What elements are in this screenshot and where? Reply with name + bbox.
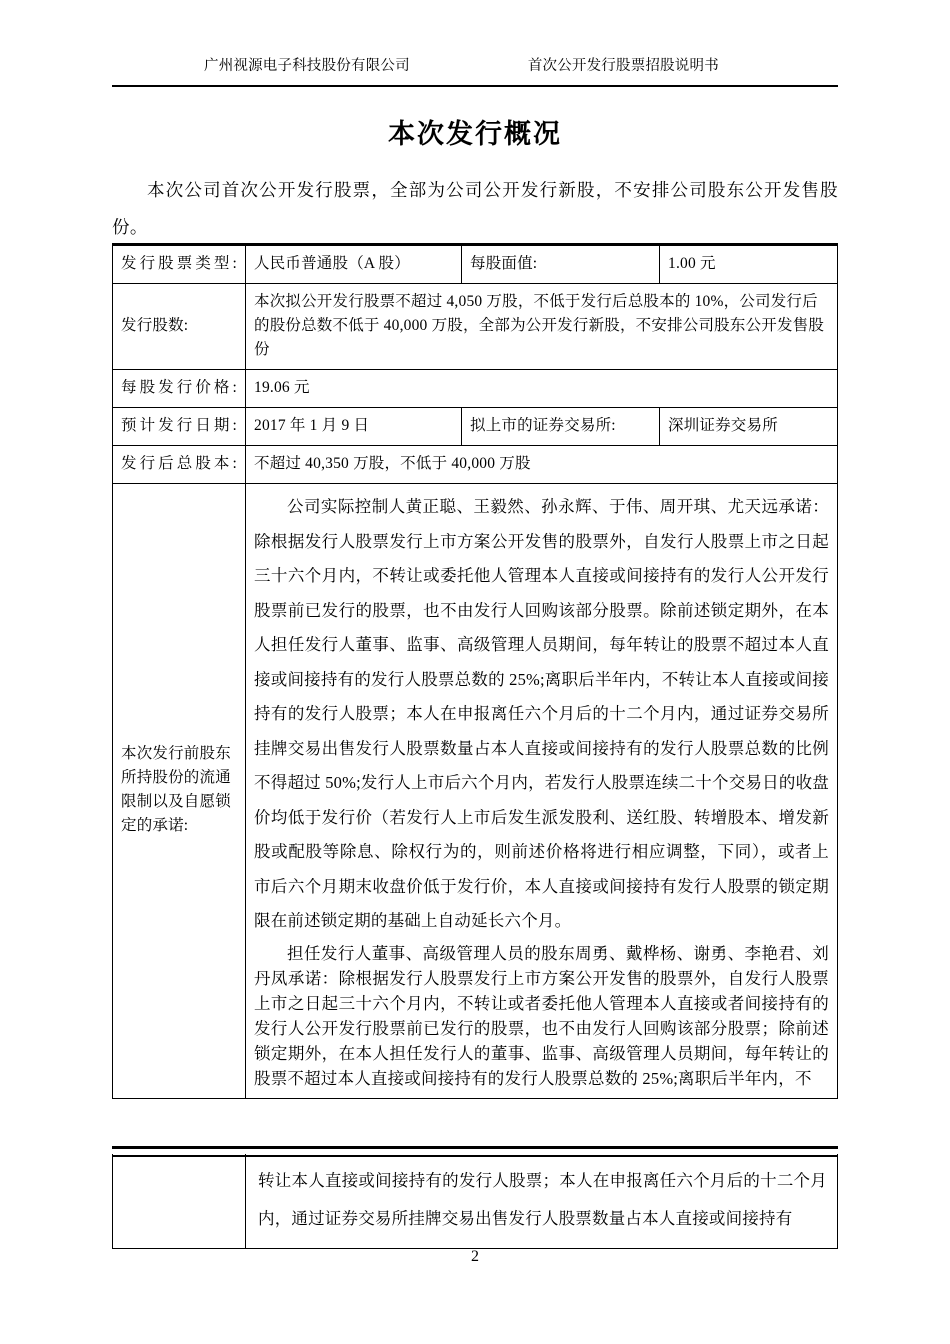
- lockup-paragraph-2: 担任发行人董事、高级管理人员的股东周勇、戴桦杨、谢勇、李艳君、刘丹凤承诺：除根据发行人股票发行上市方案公开发售的股票外，自发行人股票上市之日起三十六个月内，不转让或者委托他人管理本人直接或者间接持有的发行人公开发行股票前已发行的股票，也不由发行人回购该部分股票；除前述锁定期外，在本人担任发行人的董事、监事、高级管理人员期间，每年转让的股票不超过本人直接或间接持有的发行人股票总数的 25%;离职后半年内，不: [254, 943, 829, 1088]
- row-value-exchange: 深圳证券交易所: [660, 408, 838, 446]
- table-row: [113, 446, 838, 484]
- offering-summary-table-continuation: [112, 1154, 838, 1249]
- row-label-total-shares: 发行后总股本:: [113, 446, 246, 484]
- continuation-row-label: [113, 1154, 246, 1249]
- row-label-issue-date: 预计发行日期:: [113, 408, 246, 446]
- row-label-exchange: 拟上市的证券交易所:: [462, 408, 660, 446]
- page-title: 本次发行概况: [388, 119, 562, 149]
- row-value-par-value: 1.00 元: [660, 245, 838, 284]
- running-header: [112, 54, 838, 75]
- continuation-row-text: 转让本人直接或间接持有的发行人股票；本人在申报离任六个月后的十二个月内，通过证券交易所挂牌交易出售发行人股票数量占本人直接或间接持有: [246, 1154, 838, 1249]
- page-number: 2: [471, 1248, 479, 1265]
- table-row: [113, 484, 838, 1099]
- row-label-share-count: 发行股数:: [113, 284, 246, 370]
- row-value-share-type: 人民币普通股（A 股）: [246, 245, 462, 284]
- row-value-total-shares: 不超过 40,350 万股，不低于 40,000 万股: [246, 446, 838, 484]
- row-value-share-count: 本次拟公开发行股票不超过 4,050 万股，不低于发行后总股本的 10%，公司发行后的股份总数不低于 40,000 万股，全部为公开发行新股，不安排公司股东公开发售股份: [246, 284, 838, 370]
- table-row: [113, 1154, 838, 1249]
- row-label-share-type: 发行股票类型:: [113, 245, 246, 284]
- table-row: [113, 408, 838, 446]
- row-value-issue-price: 19.06 元: [246, 370, 838, 408]
- lead-paragraph: 本次公司首次公开发行股票，全部为公司公开发行新股，不安排公司股东公开发售股份。: [112, 180, 838, 237]
- offering-summary-table: [112, 243, 838, 1099]
- table-row: [113, 245, 838, 284]
- header-document-type: 首次公开发行股票招股说明书: [527, 58, 719, 74]
- row-value-issue-date: 2017 年 1 月 9 日: [246, 408, 462, 446]
- header-divider-rule: [112, 85, 838, 87]
- table-row: [113, 370, 838, 408]
- row-value-lockup-commitment: [246, 484, 838, 1099]
- row-label-lockup-commitment: 本次发行前股东所持股份的流通限制以及自愿锁定的承诺:: [113, 484, 246, 1099]
- header-company-name: 广州视源电子科技股份有限公司: [204, 58, 410, 74]
- table-row: [113, 284, 838, 370]
- lockup-paragraph-1: 公司实际控制人黄正聪、王毅然、孙永辉、于伟、周开琪、尤天远承诺：除根据发行人股票发行上市方案公开发售的股票外，自发行人股票上市之日起三十六个月内，不转让或委托他人管理本人直接或间接持有的发行人公开发行股票前已发行的股票，也不由发行人回购该部分股票。除前述锁定期外，在本人担任发行人董事、监事、高级管理人员期间，每年转让的股票不超过本人直接或间接持有的发行人股票总数的 25%;离职后半年内，不转让本人直接或间接持有的发行人股票；本人在申报离任六个月后的十二个月内，通过证券交易所挂牌交易出售发行人股票数量占本人直接或间接持有的发行人股票总数的比例不得超过 50%;发行人上市后六个月内，若发行人股票连续二十个交易日的收盘价均低于发行价（若发行人上市后发生派发股利、送红股、转增股本、增发新股或配股等除息、除权行为的，则前述价格将进行相应调整，下同），或者上市后六个月期末收盘价低于发行价，本人直接或间接持有发行人股票的锁定期限在前述锁定期的基础上自动延长六个月。: [254, 497, 829, 930]
- row-label-issue-price: 每股发行价格:: [113, 370, 246, 408]
- row-label-par-value: 每股面值:: [462, 245, 660, 284]
